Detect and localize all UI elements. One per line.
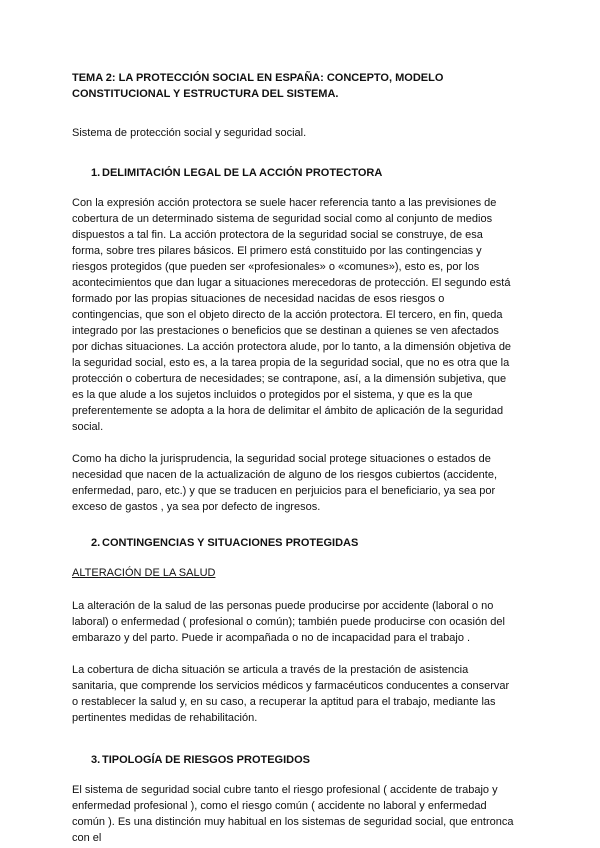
section-2-paragraph-2: La cobertura de dicha situación se articula a través de la prestación de asistencia sanitaria, que comprende los servicios médicos y farmacéuticos conducentes a conservar o restablecer la salud y, en su caso, a recuperar la aptitud para el trabajo, mediante las pertinentes medidas de rehabilitación. — [72, 664, 510, 724]
section-2-heading — [72, 535, 514, 551]
section-2-subheading: ALTERACIÓN DE LA SALUD — [72, 567, 216, 579]
section-2-paragraph-1: La alteración de la salud de las personas puede producirse por accidente (laboral o no laboral) o enfermedad ( profesional o común); también puede producirse con ocasión del embarazo y del parto. Puede ir acompañada o no de incapacidad para el trabajo . — [72, 600, 505, 644]
section-3-heading — [72, 752, 514, 768]
section-1-paragraph-1: Con la expresión acción protectora se suele hacer referencia tanto a las previsiones de cobertura de un determinado sistema de seguridad social como al conjunto de medios dispuestos a tal fin. La acción protectora de la seguridad social se construye, de esa forma, sobre tres pilares básicos. El primero está constituido por las contingencias y riesgos protegidos (que pueden ser «profesionales» o «comunes»), esto es, por los acontecimientos que dan lugar a situaciones merecedoras de protección. El segundo está formado por las propias situaciones de necesidad nacidas de esos riesgos o contingencias, que son el objeto directo de la acción protectora. El tercero, en fin, queda integrado por las prestaciones o beneficios que se destinan a quienes se ven afectados por dichas situaciones. La acción protectora alude, por lo tanto, a la dimensión objetiva de la seguridad social, esto es, a la tarea propia de la seguridad social, que no es otra que la protección o cobertura de necesidades; se contrapone, así, a la dimensión subjetiva, que es la que alude a los sujetos incluidos o protegidos por el sistema, y que es la que preferentemente se adopta a la hora de delimitar el ámbito de aplicación de la seguridad social. — [72, 197, 512, 433]
section-1-title: DELIMITACIÓN LEGAL DE LA ACCIÓN PROTECTORA — [102, 167, 383, 179]
section-3-number: 3. — [91, 754, 101, 766]
section-3-paragraph-1: El sistema de seguridad social cubre tanto el riesgo profesional ( accidente de trabajo y enfermedad profesional ), como el riesgo común ( accidente no laboral y enfermedad común ). Es una distinción muy habitual en los sistemas de seguridad social, que entronca con el — [72, 784, 514, 844]
section-1-paragraph-2: Como ha dicho la jurisprudencia, la seguridad social protege situaciones o estados de necesidad que nacen de la actualización de alguno de los riesgos cubiertos (accidente, enfermedad, paro, etc.) y que se traducen en perjuicios para el beneficiario, ya sea por exceso de gastos , ya sea por defecto de ingresos. — [72, 453, 498, 513]
document-title: TEMA 2: LA PROTECCIÓN SOCIAL EN ESPAÑA: CONCEPTO, MODELO CONSTITUCIONAL Y ESTRUCTURA DEL SISTEMA. — [72, 72, 444, 100]
section-2-title: CONTINGENCIAS Y SITUACIONES PROTEGIDAS — [102, 537, 359, 549]
section-3-title: TIPOLOGÍA DE RIESGOS PROTEGIDOS — [102, 754, 311, 766]
section-1-number: 1. — [91, 167, 101, 179]
section-2-number: 2. — [91, 537, 101, 549]
section-1-heading — [72, 165, 514, 181]
document-subtitle: Sistema de protección social y seguridad social. — [72, 127, 307, 139]
